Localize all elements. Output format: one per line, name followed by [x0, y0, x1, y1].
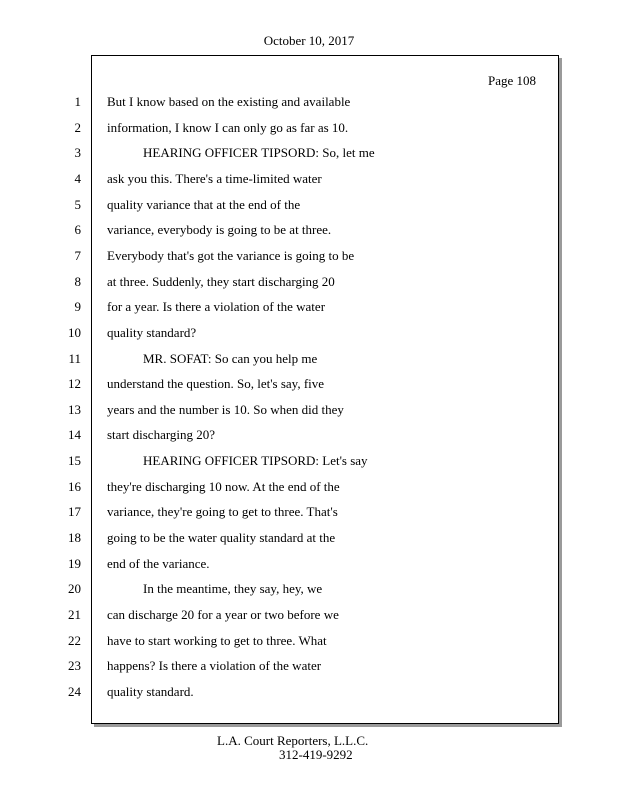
- line-number: 6: [74, 222, 81, 238]
- line-text: HEARING OFFICER TIPSORD: Let's say: [143, 453, 368, 469]
- transcript-line: [0, 605, 618, 625]
- line-number: 20: [68, 581, 81, 597]
- line-number: 7: [74, 247, 81, 263]
- line-text: ask you this. There's a time-limited water: [107, 170, 322, 186]
- line-text: variance, they're going to get to three. That's: [107, 504, 338, 520]
- line-number: 5: [74, 196, 81, 212]
- line-number: 8: [74, 273, 81, 289]
- transcript-line: [0, 118, 618, 138]
- line-text: can discharge 20 for a year or two before we: [107, 607, 339, 622]
- line-number: 14: [68, 427, 81, 443]
- line-text: start discharging 20?: [107, 427, 216, 443]
- transcript-line: [0, 528, 618, 548]
- transcript-line: [0, 425, 618, 445]
- line-text: going to be the water quality standard at the: [107, 530, 336, 545]
- transcript-line: [0, 297, 618, 317]
- line-number: 23: [68, 658, 81, 674]
- line-number: 12: [68, 376, 81, 392]
- page-number: Page 108: [487, 73, 536, 88]
- line-text: Everybody that's got the variance is going to be: [107, 247, 355, 263]
- line-number: 15: [68, 453, 81, 469]
- line-number: 10: [68, 324, 81, 340]
- line-number: 1: [74, 94, 81, 109]
- transcript-line: [0, 477, 618, 497]
- line-text: have to start working to get to three. What: [107, 632, 327, 648]
- footer-phone: 312-419-9292: [279, 747, 353, 762]
- line-number: 17: [68, 504, 81, 520]
- transcript-line: [0, 195, 618, 215]
- line-number: 24: [68, 683, 81, 699]
- line-text: at three. Suddenly, they start discharging 20: [107, 273, 335, 289]
- line-text: quality standard?: [107, 324, 197, 340]
- line-number: 9: [74, 299, 81, 315]
- transcript-line: [0, 682, 618, 702]
- line-number: 18: [68, 530, 81, 545]
- line-text: end of the variance.: [107, 555, 210, 571]
- transcript-line: [0, 451, 618, 471]
- line-number: 19: [68, 555, 81, 571]
- transcript-line: [0, 374, 618, 394]
- line-text: for a year. Is there a violation of the water: [107, 299, 326, 315]
- line-number: 22: [68, 632, 81, 648]
- transcript-line: [0, 246, 618, 266]
- line-text: years and the number is 10. So when did they: [107, 401, 344, 417]
- header-date: October 10, 2017: [263, 33, 355, 48]
- transcript-line: [0, 323, 618, 343]
- line-text: But I know based on the existing and available: [107, 94, 351, 109]
- line-number: 2: [74, 119, 81, 135]
- line-text: HEARING OFFICER TIPSORD: So, let me: [143, 145, 375, 161]
- transcript-line: [0, 143, 618, 163]
- transcript-line: [0, 579, 618, 599]
- line-text: information, I know I can only go as far as 10.: [107, 119, 349, 135]
- line-text: they're discharging 10 now. At the end of the: [107, 478, 340, 494]
- transcript-line: [0, 656, 618, 676]
- line-text: MR. SOFAT: So can you help me: [143, 350, 318, 366]
- transcript-line: [0, 349, 618, 369]
- transcript-line: [0, 502, 618, 522]
- line-text: variance, everybody is going to be at three.: [107, 222, 332, 238]
- line-number: 3: [74, 145, 81, 161]
- line-number: 21: [68, 607, 81, 622]
- transcript-line: [0, 272, 618, 292]
- line-text: understand the question. So, let's say, five: [107, 376, 325, 392]
- line-number: 16: [68, 478, 81, 494]
- footer-company: L.A. Court Reporters, L.L.C.: [217, 733, 369, 748]
- transcript-line: [0, 400, 618, 420]
- transcript-line: [0, 169, 618, 189]
- line-text: quality standard.: [107, 683, 194, 699]
- transcript-line: [0, 92, 618, 112]
- line-number: 4: [74, 170, 81, 186]
- line-number: 13: [68, 401, 81, 417]
- transcript-line: [0, 554, 618, 574]
- line-text: In the meantime, they say, hey, we: [143, 581, 323, 597]
- line-number: 11: [68, 350, 81, 366]
- transcript-line: [0, 631, 618, 651]
- line-text: quality variance that at the end of the: [107, 196, 301, 212]
- transcript-line: [0, 220, 618, 240]
- line-text: happens? Is there a violation of the water: [107, 658, 322, 674]
